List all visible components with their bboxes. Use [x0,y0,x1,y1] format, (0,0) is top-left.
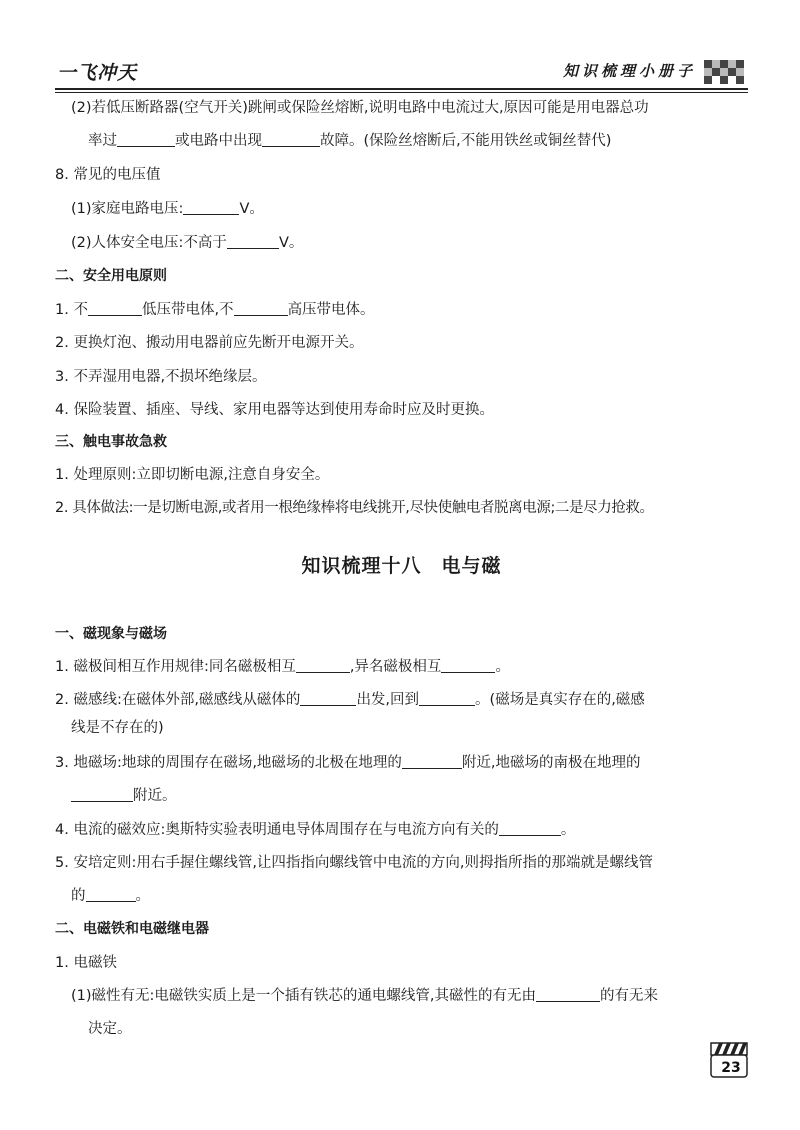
fill-blank [86,886,136,902]
text-line: (1)磁性有无:电磁铁实质上是一个插有铁芯的通电螺线管,其磁性的有无由 的有无来 [71,988,659,1004]
text-line: 5. 安培定则:用右手握住螺线管,让四指指向螺线管中电流的方向,则拇指所指的那端就是螺线管 [55,855,654,871]
checker-decoration-icon [704,54,748,84]
text-line: 1. 磁极间相互作用规律:同名磁极相互 ,异名磁极相互 。 [55,659,510,675]
header-divider-thin [55,92,748,93]
brand-logo: 一飞冲天 [57,62,138,84]
text-line: 8. 常见的电压值 [55,167,161,183]
header-title: 知识梳理小册子 [562,62,696,80]
text-line: 2. 具体做法:一是切断电源,或者用一根绝缘棒将电线挑开,尽快使触电者脱离电源;二是尽力抢救。 [55,500,654,516]
text-line: 决定。 [88,1021,132,1037]
text-line: 2. 磁感线:在磁体外部,磁感线从磁体的 出发,回到 。(磁场是真实存在的,磁感 [55,692,645,708]
text-line: 1. 不 低压带电体,不 高压带电体。 [55,302,375,318]
text-line: 1. 处理原则:立即切断电源,注意自身安全。 [55,467,330,483]
fill-blank [300,690,356,706]
header-divider [55,88,748,90]
text-line: 附近。 [55,786,177,806]
text-line: 4. 保险装置、插座、导线、家用电器等达到使用寿命时应及时更换。 [55,402,494,418]
fill-blank [402,753,462,769]
text-line: (2)若低压断路器(空气开关)跳闸或保险丝熔断,说明电路中电流过大,原因可能是用电器总功 [71,100,649,116]
text-line: 线是不存在的) [71,720,164,736]
text-line: 3. 地磁场:地球的周围存在磁场,地磁场的北极在地理的 附近,地磁场的南极在地理的 [55,755,641,771]
text-line: (2)人体安全电压:不高于 V。 [71,235,304,251]
fill-blank [227,233,279,249]
fill-blank [296,657,350,673]
fill-blank [499,820,561,836]
fill-blank [183,199,239,215]
fill-blank [234,300,288,316]
text-line: 的 。 [71,888,150,904]
page-number: 23 [721,1060,741,1076]
text-line: 1. 电磁铁 [55,955,117,971]
section-heading: 三、触电事故急救 [55,434,167,450]
fill-blank [419,690,475,706]
section-heading: 一、磁现象与磁场 [55,626,167,642]
text-line: (1)家庭电路电压: V。 [71,201,264,217]
page-header [55,52,748,92]
fill-blank [71,786,133,802]
section-heading: 二、电磁铁和电磁继电器 [55,921,209,937]
chapter-title: 知识梳理十八 电与磁 [301,555,502,577]
fill-blank [117,131,175,147]
section-heading: 二、安全用电原则 [55,268,167,284]
fill-blank [441,657,495,673]
text-line: 4. 电流的磁效应:奥斯特实验表明通电导体周围存在与电流方向有关的 。 [55,822,576,838]
fill-blank [88,300,142,316]
fill-blank [262,131,320,147]
text-line: 率过 或电路中出现 故障。(保险丝熔断后,不能用铁丝或铜丝替代) [88,133,612,149]
text-line: 2. 更换灯泡、搬动用电器前应先断开电源开关。 [55,335,364,351]
text-line: 3. 不弄湿用电器,不损坏绝缘层。 [55,369,267,385]
fill-blank [536,986,600,1002]
